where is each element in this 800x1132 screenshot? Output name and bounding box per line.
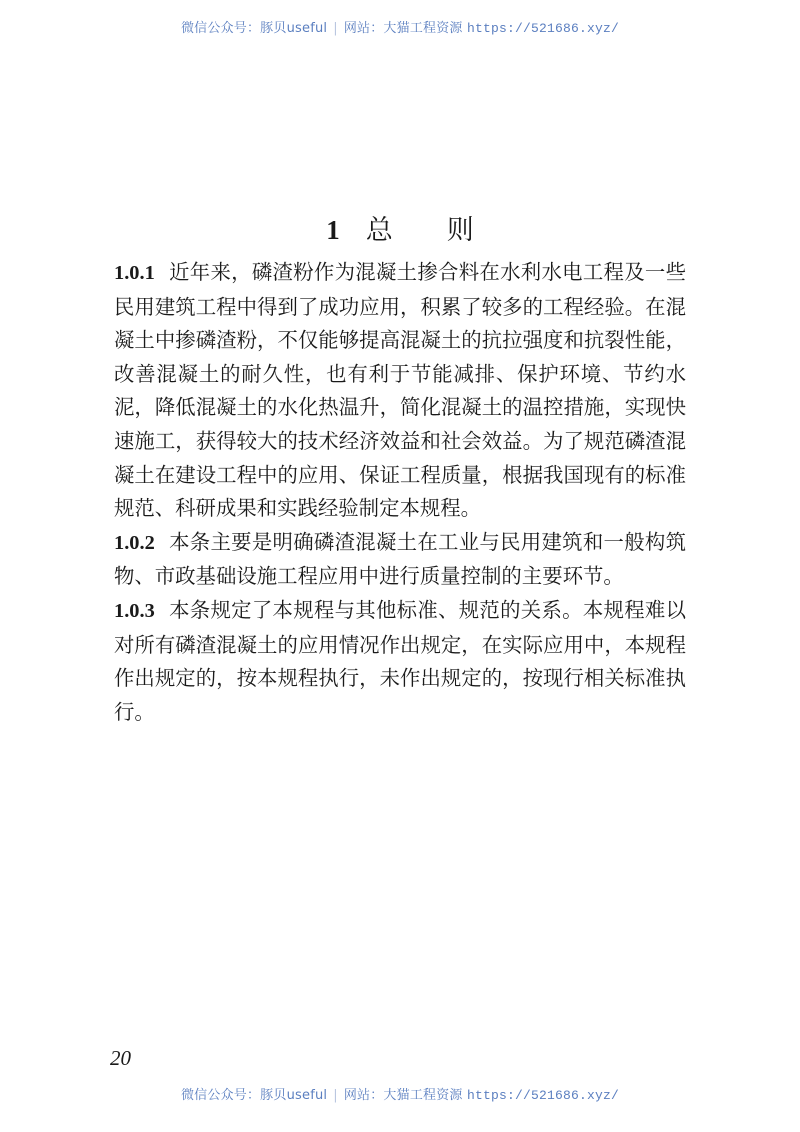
watermark-url: https://521686.xyz/ xyxy=(466,21,620,36)
clause-1-0-2 xyxy=(114,526,686,594)
clause-number: 1.0.3 xyxy=(114,599,155,622)
watermark-url: https://521686.xyz/ xyxy=(466,1088,620,1103)
clause-text: 本条规定了本规程与其他标准、规范的关系。本规程难以对所有磷渣混凝土的应用情况作出规定，在实际应用中，本规程作出规定的，按本规程执行，未作出规定的，按现行相关标准执行。 xyxy=(114,597,686,724)
watermark-site: 网站：大猫工程资源 xyxy=(343,21,463,36)
chapter-body xyxy=(114,256,686,729)
chapter-title-part1: 总 xyxy=(365,215,393,247)
clause-number: 1.0.2 xyxy=(114,531,155,554)
watermark-wechat: 微信公众号：豚贝useful xyxy=(180,1088,328,1103)
watermark-wechat: 微信公众号：豚贝useful xyxy=(180,21,328,36)
watermark-separator: | xyxy=(333,1088,338,1103)
clause-1-0-3 xyxy=(114,594,686,729)
clause-text: 本条主要是明确磷渣混凝土在工业与民用建筑和一般构筑物、市政基础设施工程应用中进行质量控制的主要环节。 xyxy=(114,529,686,589)
chapter-title-part2: 则 xyxy=(446,215,474,247)
clause-number: 1.0.1 xyxy=(114,262,155,284)
clause-text: 近年来，磷渣粉作为混凝土掺合料在水利水电工程及一些民用建筑工程中得到了成功应用，积累了较多的工程经验。在混凝土中掺磷渣粉，不仅能够提高混凝土的抗拉强度和抗裂性能，改善混凝土的耐久性，也有利于节能减排、保护环境、节约水泥，降低混凝土的水化热温升，简化混凝土的温控措施，实现快速施工，获得较大的技术经济效益和社会效益。为了规范磷渣混凝土在建设工程中的应用、保证工程质量，根据我国现有的标准规范、科研成果和实践经验制定本规程。 xyxy=(114,260,686,521)
watermark-header xyxy=(0,17,800,36)
clause-1-0-1 xyxy=(114,256,686,526)
chapter-title xyxy=(0,208,800,247)
watermark-footer xyxy=(0,1084,800,1103)
watermark-site: 网站：大猫工程资源 xyxy=(343,1088,463,1103)
page-number: 20 xyxy=(110,1046,131,1070)
watermark-separator: | xyxy=(333,21,338,36)
chapter-number: 1 xyxy=(326,215,340,246)
